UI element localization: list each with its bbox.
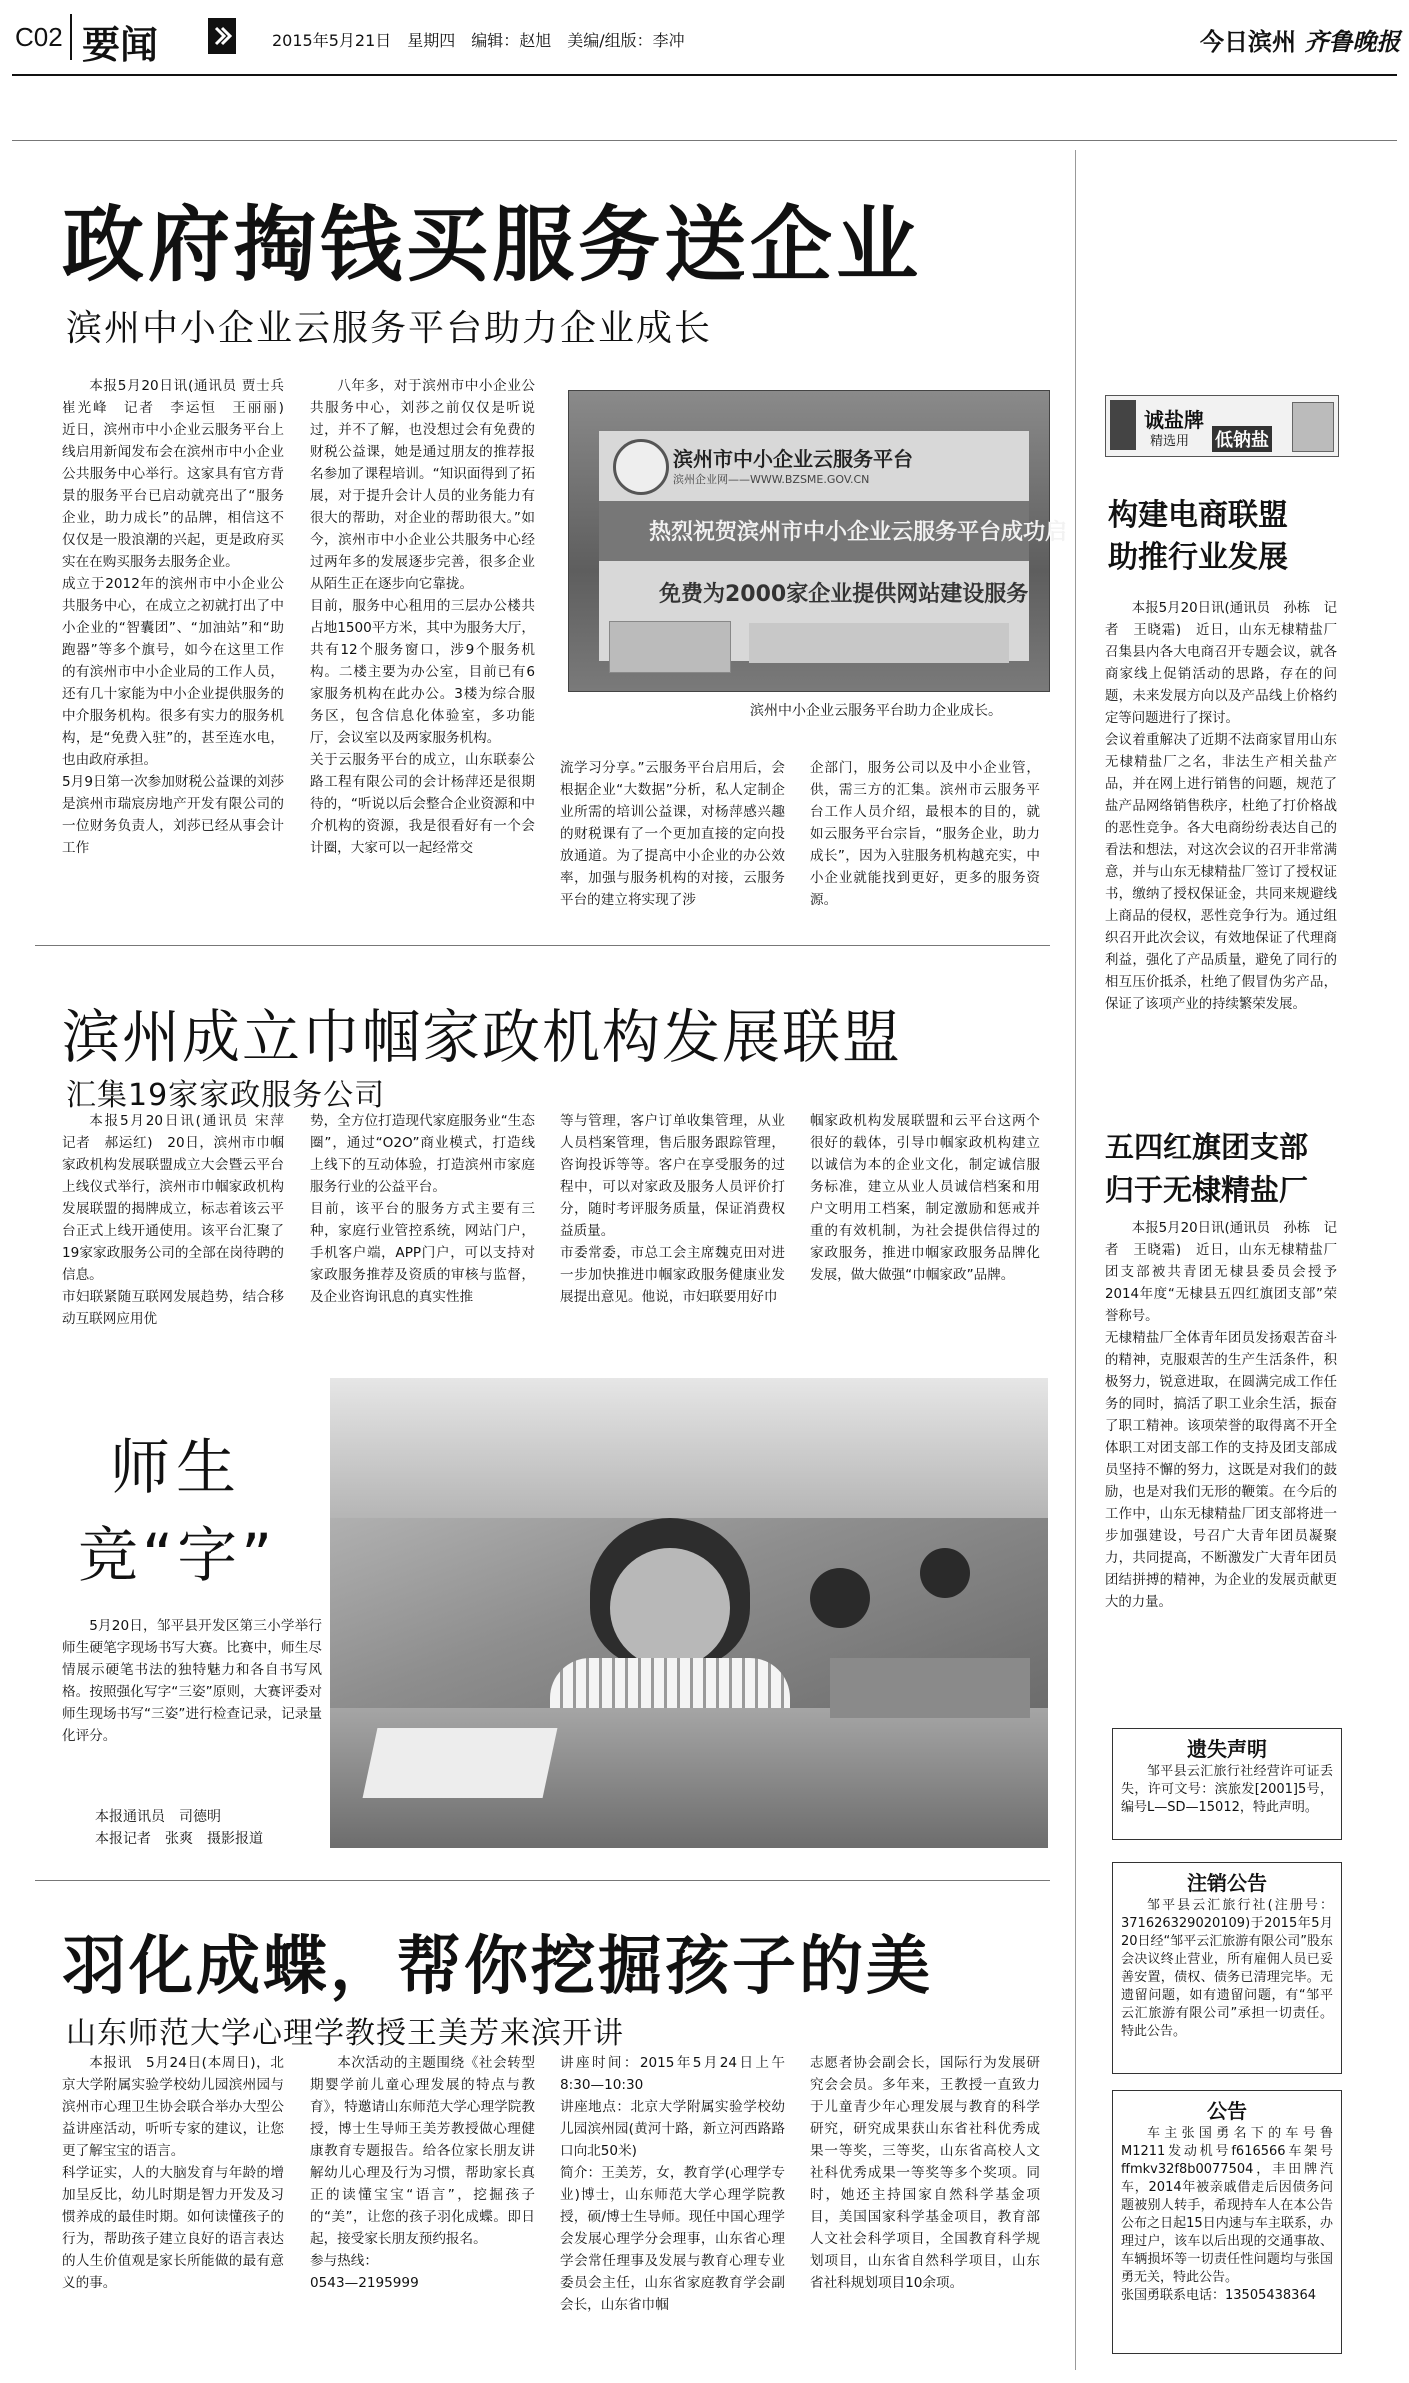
article1-photo-caption: 滨州中小企业云服务平台助力企业成长。 [750,703,1002,719]
story2-body: 本报5月20日讯(通讯员 孙栋 记者 王晓霜) 近日，山东无棣精盐厂团支部被共青团无棣县委员会授予2014年度“无棣县五四红旗团支部”荣誉称号。 无棣精盐厂全体青年团员发扬艰苦奋斗的精神，克服艰苦的生产生活条件，积极努力，锐意进取，在圆满完成工作任务的同时，搞活了职工业余生活，振奋了职工精神。该项荣誉的取得离不开全体职工对团支部工作的支持及团支部成员坚持不懈的努力，这既是对我们的鼓励，也是对我们无形的鞭策。在今后的工作中，山东无棣精盐厂团支部将进一步加强建设，号召广大青年团员凝聚力，共同提高，不断激发广大青年团员团结拼搏的精神，为企业的发展贡献更大的力量。 [1105,1221,1337,1610]
article2-headline: 滨州成立巾帼家政机构发展联盟 [62,1003,903,1071]
article1-column-2: 八年多，对于滨州市中小企业公共服务中心，刘莎之前仅仅是听说过，并不了解，也没想过会有免费的财税公益课，她是通过朋友的推荐报名参加了课程培训。“知识面得到了拓展，对于提升会计人员的业务能力有很大的帮助，对企业的帮助很大。”如今，滨州市中小企业公共服务中心经过两年多的发展逐步完善，很多企业从陌生正在逐步向它靠拢。 目前，服务中心租用的三层办公楼共占地1500平方米，其中为服务大厅，共有12个服务窗口，涉9个服务机构。二楼主要为办公室，目前已有6家服务机构在此办公。3楼为综合服务区，包含信息化体验室，多功能厅，会议室以及两家服务机构。 关于云服务平台的成立，山东联泰公路工程有限公司的会计杨萍还是很期待的，“听说以后会整合企业资源和中介机构的资源，我是很看好有一个会计圈，大家可以一起经常交 [310,378,535,856]
edition-name: 今日滨州 [1200,28,1296,56]
story1-title-1: 构建电商联盟 [1108,498,1288,533]
article2-subhead: 汇集19家家政服务公司 [66,1078,386,1113]
photo-story-credit-2: 本报记者 张爽 摄影报道 [95,1831,263,1847]
article2-column-2: 势，全方位打造现代家庭服务业“生态圈”，通过“O2O”商业模式，打造线上线下的互动体验，打造滨州市家庭服务行业的公益平台。 目前，该平台的服务方式主要有三种，家庭行业管控系统，网站门户，手机客户端，APP门户，可以支持对家政服务推荐及资质的审核与监督，及企业咨询讯息的真实性推 [310,1113,535,1305]
article2-column-4: 帼家政机构发展联盟和云平台这两个很好的载体，引导巾帼家政机构建立以诚信为本的企业文化，制定诚信服务标准，建立从业人员诚信档案和用户文明用工档案，制定激励和惩戒并重的有效机制，为社会提供信得过的家政服务，推进巾帼家政服务品牌化发展，做大做强“巾帼家政”品牌。 [810,1113,1040,1283]
ad-text-2: 精选用 [1150,434,1190,449]
masthead [0,0,1409,80]
notice-lost-title: 遗失声明 [1187,1737,1267,1761]
notice-public [1112,2090,1342,2354]
article2-column-3: 等与管理，客户订单收集管理，从业人员档案管理，售后服务跟踪管理，咨询投诉等等。客户在享受服务的过程中，可以对家政及服务人员评价打分，随时考评服务质量，保证消费权益质量。 市委常委，市总工会主席魏克田对进一步加快推进巾帼家政服务健康业发展提出意见。他说，市妇联要用好巾 [560,1113,785,1305]
notice-lost-body: 邹平县云汇旅行社经营许可证丢失，许可文号：滨旅发[2001]5号，编号L—SD—15012，特此声明。 [1121,1764,1333,1815]
notice-cancel-body: 邹平县云汇旅行社(注册号：371626329020109)于2015年5月20日经“邹平云汇旅游有限公司”股东会决议终止营业，所有雇佣人员已妥善安置，债权、债务已清理完毕。无遗留问题，如有遗留问题，有“邹平云汇旅游有限公司”承担一切责任。特此公告。 [1121,1898,1334,2039]
story1-body: 本报5月20日讯(通讯员 孙栋 记者 王晓霜) 近日，山东无棣精盐厂召集县内各大电商召开专题会议，就各商家线上促销活动的思路，存在的问题，未来发展方向以及产品线上价格约定等问题进行了探讨。 会议着重解决了近期不法商家冒用山东无棣精盐厂之名，非法生产相关盐产品，并在网上进行销售的问题，规范了盐产品网络销售秩序，杜绝了打价格战的恶性竞争。各大电商纷纷表达自己的看法和想法，对这次会议的召开非常满意，并与山东无棣精盐厂签订了授权证书，缴纳了授权保证金，共同来规避线上商品的侵权，恶性竞争行为。通过组织召开此次会议，有效地保证了代理商利益，强化了产品质量，避免了同行的相互压价抵杀，杜绝了假冒伪劣产品，保证了该项产业的持续繁荣发展。 [1105,601,1337,1012]
section-title: 要闻 [82,23,159,67]
article3-headline: 羽化成蝶，帮你挖掘孩子的美 [62,1930,933,2004]
notice-cancel-title: 注销公告 [1187,1871,1267,1895]
story2-title-2: 归于无棣精盐厂 [1105,1173,1309,1207]
photo-logo-icon [613,439,669,495]
notice-cancel [1112,1862,1342,2074]
photo-story-title-2: 竞“字” [78,1521,277,1591]
photo-story-title-1: 师生 [110,1433,242,1503]
ad-text-1: 诚盐牌 [1144,408,1204,432]
photo-story-credit-1: 本报通讯员 司德明 [95,1809,221,1825]
sidebar-ad [1105,395,1339,457]
article3-column-1: 本报讯 5月24日(本周日)，北京大学附属实验学校幼儿园滨州园与滨州市心理卫生协会联合举办大型公益讲座活动，听听专家的建议，让您更了解宝宝的语言。 科学证实，人的大脑发育与年龄的增加呈反比，幼儿时期是智力开发及习惯养成的最佳时期。如何读懂孩子的行为，帮助孩子建立良好的语言表达的人生价值观是家长所能做的最有意义的事。 [62,2055,284,2291]
story1-title-2: 助推行业发展 [1108,540,1288,575]
paper-logo: 齐鲁晚报 [1304,27,1401,56]
notice-public-body: 车主张国勇名下的车号鲁M1211发动机号f616566车架号ffmkv32f8b0077504，丰田牌汽车，2014年被亲戚借走后因债务问题被别人转手，希现持车人在本公告公布之日起15日内速与车主联系，办理过户，该车以后出现的交通事故、车辆损坏等一切责任性问题均与张国勇无关，特此公告。 张国勇联系电话：13505438364 [1121,2126,1333,2303]
photo-banner-title: 滨州市中小企业云服务平台 [673,447,913,471]
article1-column-1: 本报5月20日讯(通讯员 贾士兵 崔光峰 记者 李运恒 王丽丽) 近日，滨州市中小企业云服务平台上线启用新闻发布会在滨州市中小企业公共服务中心举行。这家具有官方背景的服务平台已启动就亮出了“服务企业，助力成长”的品牌，相信这不仅仅是一股浪潮的兴起，更是政府买实在在购买服务去服务企业。 成立于2012年的滨州市中小企业公共服务中心，在成立之初就打出了中小企业的“智囊团”、“加油站”和“助跑器”等多个旗号，如今在这里工作的有滨州市中小企业局的工作人员，还有几十家能为中小企业提供服务的中介服务机构。很多有实力的服务机构，是“免费入驻”的，甚至连水电，也由政府承担。 5月9日第一次参加财税公益课的刘莎是滨州市瑞宸房地产开发有限公司的一位财务负责人，刘莎已经从事会计工作 [62,378,284,856]
article2-column-1: 本报5月20日讯(通讯员 宋萍 记者 郝运红) 20日，滨州市巾帼家政机构发展联盟成立大会暨云平台上线仪式举行，滨州市巾帼家政机构发展联盟的揭牌成立，标志着该云平台正式上线开通使用。该平台汇聚了19家家政服务公司的全部在岗待聘的信息。 市妇联紧随互联网发展趋势，结合移动互联网应用优 [62,1113,284,1327]
article1-column-3: 流学习分享。”云服务平台启用后，会根据企业“大数据”分析，私人定制企业所需的培训公益课，对杨萍感兴趣的财税课有了一个更加直接的定向投放通道。为了提高中小企业的办公效率，加强与服务机构的对接，云服务平台的建立将实现了涉 [560,760,785,908]
page-code: C02 [15,22,63,52]
article3-column-4: 志愿者协会副会长，国际行为发展研究会会员。多年来，王教授一直致力于儿童青少年心理发展与教育的科学研究，研究成果获山东省社科优秀成果一等奖，三等奖，山东省高校人文社科优秀成果一等奖等多个奖项。同时，她还主持国家自然科学基金项目，美国国家科学基金项目，教育部人文社会科学项目，全国教育科学规划项目，山东省自然科学项目，山东省社科规划项目10余项。 [810,2055,1040,2291]
article1-column-4: 企部门，服务公司以及中小企业管，供，需三方的汇集。滨州市云服务平台工作人员介绍，最根本的目的，就如云服务平台宗旨，“服务企业，助力成长”，因为入驻服务机构越充实，中小企业就能找到更好，更多的服务资源。 [810,760,1040,908]
salt-bag-icon [1292,402,1334,452]
photo-slogan: 热烈祝贺滨州市中小企业云服务平台成功启 [649,520,1068,545]
article3-column-2: 本次活动的主题围绕《社会转型期婴学前儿童心理发展的特点与教育》，特邀请山东师范大学心理学院教授，博士生导师王美芳教授做心理健康教育专题报告。给各位家长朋友讲解幼儿心理及行为习惯，帮助家长真正的读懂宝宝“语言”，挖掘孩子的“美”，让您的孩子羽化成蝶。即日起，接受家长朋友预约报名。 参与热线： 0543—2195999 [310,2055,535,2291]
article1-photo [568,390,1068,692]
notice-public-title: 公告 [1207,2099,1247,2123]
date-line: 2015年5月21日 星期四 编辑：赵旭 美编/组版：李冲 [272,31,685,50]
notice-lost [1112,1728,1342,1840]
article3-column-3: 讲座时间：2015年5月24日上午8:30—10:30 讲座地点：北京大学附属实验学校幼儿园滨州园(黄河十路，新立河西路路口向北50米) 简介：王美芳，女，教育学(心理学专业)博士，山东师范大学心理学院教授，硕/博士生导师。现任中国心理学会发展心理学分会理事，山东省心理学会常任理事及发展与教育心理专业委员会主任，山东省家庭教育学会副会长，山东省巾帼 [560,2055,785,2313]
photo-story-image [330,1378,1048,1848]
article3-subhead: 山东师范大学心理学教授王美芳来滨开讲 [66,2016,624,2051]
article1-subhead: 滨州中小企业云服务平台助力企业成长 [66,308,713,349]
photo-offer: 免费为2000家企业提供网站建设服务 [659,582,1029,607]
photo-banner-sub: 滨州企业网——WWW.BZSME.GOV.CN [673,473,870,486]
photo-story-body: 5月20日，邹平县开发区第三小学举行师生硬笔字现场书写大赛。比赛中，师生尽情展示硬笔书法的独特魅力和各自书写风格。按照强化写字“三姿”原则，大赛评委对师生现场书写“三姿”进行检查记录，记录量化评分。 [62,1618,322,1744]
ad-text-3: 低钠盐 [1212,426,1272,452]
story2-title-1: 五四红旗团支部 [1105,1130,1309,1164]
article1-headline: 政府掏钱买服务送企业 [62,198,923,293]
section-arrow-icon [208,18,236,54]
